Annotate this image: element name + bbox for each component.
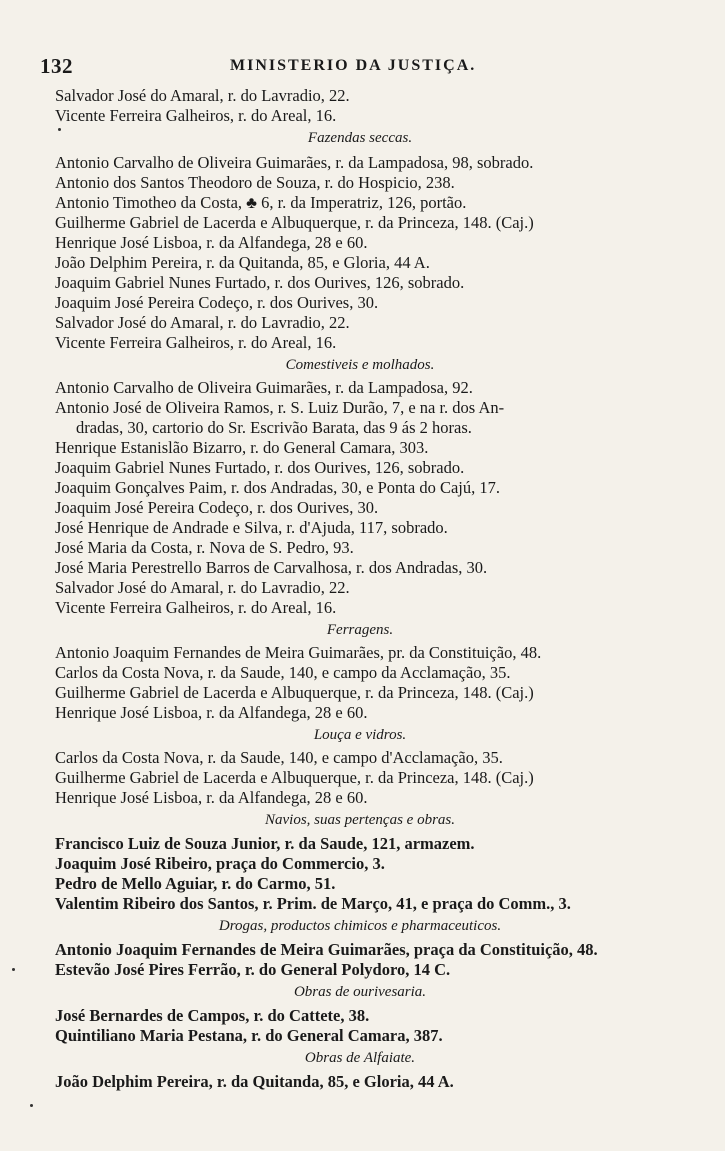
section-heading: Ferragens.: [326, 622, 394, 638]
entry-line: José Maria da Costa, r. Nova de S. Pedro, 93.: [55, 538, 354, 557]
speck-mark: [58, 128, 61, 131]
entry-line: Salvador José do Amaral, r. do Lavradio, 22.: [55, 578, 350, 597]
entry-line: Valentim Ribeiro dos Santos, r. Prim. de Março, 41, e praça do Comm., 3.: [55, 894, 571, 913]
running-title: MINISTERIO DA JUSTIÇA.: [230, 57, 477, 74]
entry-line: Francisco Luiz de Souza Junior, r. da Saude, 121, armazem.: [55, 834, 475, 853]
page-number: 132: [40, 54, 73, 78]
entry-line: José Henrique de Andrade e Silva, r. d'Ajuda, 117, sobrado.: [55, 518, 448, 537]
entry-line: Antonio Timotheo da Costa, ♣ 6, r. da Imperatriz, 126, portão.: [55, 193, 467, 212]
entry-line: Salvador José do Amaral, r. do Lavradio, 22.: [55, 86, 350, 105]
entry-line: Joaquim Gabriel Nunes Furtado, r. dos Ourives, 126, sobrado.: [55, 458, 465, 477]
entry-line: Antonio Joaquim Fernandes de Meira Guimarães, pr. da Constituição, 48.: [55, 643, 542, 662]
entry-line: Antonio dos Santos Theodoro de Souza, r. do Hospicio, 238.: [55, 173, 455, 192]
entry-line: Salvador José do Amaral, r. do Lavradio, 22.: [55, 313, 350, 332]
entry-line: Vicente Ferreira Galheiros, r. do Areal, 16.: [55, 333, 337, 352]
entry-line: Estevão José Pires Ferrão, r. do General Polydoro, 14 C.: [55, 960, 451, 979]
section-heading: Obras de Alfaiate.: [304, 1050, 416, 1066]
entry-line: Guilherme Gabriel de Lacerda e Albuquerque, r. da Princeza, 148. (Caj.): [55, 683, 534, 702]
entry-line: Quintiliano Maria Pestana, r. do General Camara, 387.: [55, 1026, 443, 1045]
speck-mark: [30, 1104, 33, 1107]
entry-line: João Delphim Pereira, r. da Quitanda, 85, e Gloria, 44 A.: [55, 253, 430, 272]
entry-line: Henrique José Lisboa, r. da Alfandega, 28 e 60.: [55, 233, 368, 252]
section-heading: Fazendas seccas.: [307, 130, 413, 146]
entry-line: dradas, 30, cartorio do Sr. Escrivão Barata, das 9 ás 2 horas.: [76, 418, 472, 437]
page-header: [40, 54, 660, 82]
section-heading: Navios, suas pertenças e obras.: [265, 812, 455, 828]
entry-line: Joaquim José Pereira Codeço, r. dos Ourives, 30.: [55, 293, 379, 312]
entry-line: Carlos da Costa Nova, r. da Saude, 140, e campo d'Acclamação, 35.: [55, 748, 503, 767]
section-heading: Louça e vidros.: [313, 727, 407, 743]
entry-line: Antonio Carvalho de Oliveira Guimarães, r. da Lampadosa, 92.: [55, 378, 473, 397]
entry-line: Guilherme Gabriel de Lacerda e Albuquerque, r. da Princeza, 148. (Caj.): [55, 768, 534, 787]
entry-line: João Delphim Pereira, r. da Quitanda, 85, e Gloria, 44 A.: [55, 1072, 454, 1091]
entry-line: Joaquim José Ribeiro, praça do Commercio, 3.: [55, 854, 385, 873]
section-heading: Drogas, productos chimicos e pharmaceuticos.: [218, 918, 502, 934]
entry-line: Henrique José Lisboa, r. da Alfandega, 28 e 60.: [55, 703, 368, 722]
entry-line: Henrique Estanislão Bizarro, r. do General Camara, 303.: [55, 438, 429, 457]
section-heading: Comestiveis e molhados.: [285, 357, 435, 373]
entry-line: Antonio Joaquim Fernandes de Meira Guimarães, praça da Constituição, 48.: [55, 940, 598, 959]
entry-line: Pedro de Mello Aguiar, r. do Carmo, 51.: [55, 874, 336, 893]
section-heading: Obras de ourivesaria.: [293, 984, 427, 1000]
entry-line: Joaquim Gonçalves Paim, r. dos Andradas, 30, e Ponta do Cajú, 17.: [55, 478, 500, 497]
entry-line: Vicente Ferreira Galheiros, r. do Areal, 16.: [55, 106, 337, 125]
entry-line: José Bernardes de Campos, r. do Cattete, 38.: [55, 1006, 370, 1025]
entry-line: José Maria Perestrello Barros de Carvalhosa, r. dos Andradas, 30.: [55, 558, 488, 577]
entry-line: Joaquim Gabriel Nunes Furtado, r. dos Ourives, 126, sobrado.: [55, 273, 465, 292]
entry-line: Antonio Carvalho de Oliveira Guimarães, r. da Lampadosa, 98, sobrado.: [55, 153, 534, 172]
entry-line: Henrique José Lisboa, r. da Alfandega, 28 e 60.: [55, 788, 368, 807]
speck-mark: [12, 968, 15, 971]
entry-line: Antonio José de Oliveira Ramos, r. S. Luiz Durão, 7, e na r. dos An-: [55, 398, 505, 417]
entry-line: Carlos da Costa Nova, r. da Saude, 140, e campo da Acclamação, 35.: [55, 663, 511, 682]
entry-line: Vicente Ferreira Galheiros, r. do Areal, 16.: [55, 598, 337, 617]
entry-line: Joaquim José Pereira Codeço, r. dos Ourives, 30.: [55, 498, 379, 517]
entry-line: Guilherme Gabriel de Lacerda e Albuquerque, r. da Princeza, 148. (Caj.): [55, 213, 534, 232]
